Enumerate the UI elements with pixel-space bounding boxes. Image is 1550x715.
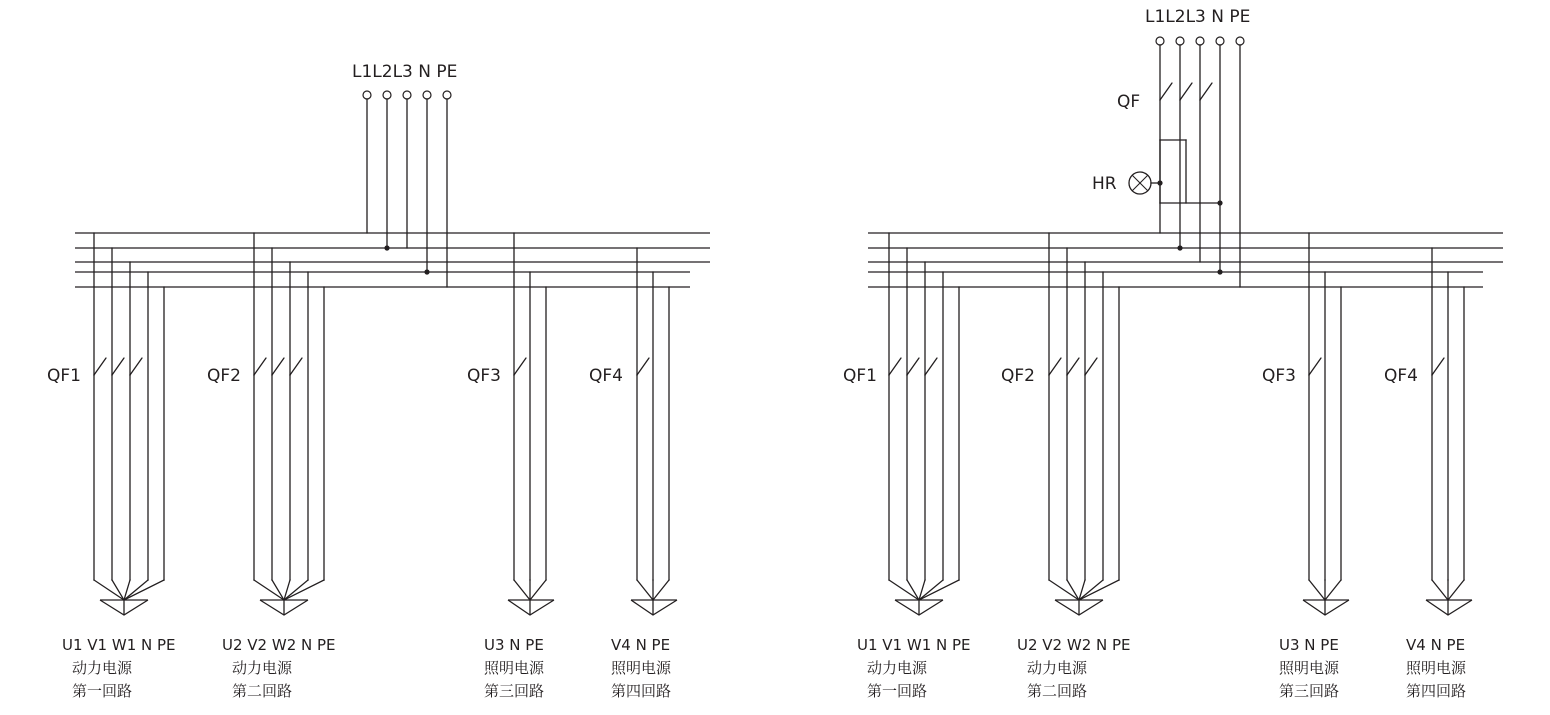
output-desc2-left-2: 第二回路 — [232, 682, 293, 700]
output-desc1-left-2: 动力电源 — [232, 659, 293, 677]
output-desc2-left-3: 第三回路 — [484, 682, 545, 700]
busbars-left — [75, 233, 710, 287]
output-desc1-left-4: 照明电源 — [611, 659, 672, 677]
breaker-label-qf1-right: QF1 — [843, 366, 877, 386]
cable-gland-left-4 — [631, 600, 677, 615]
breaker-label-qf3-right: QF3 — [1262, 366, 1296, 386]
output-desc1-right-3: 照明电源 — [1279, 659, 1340, 677]
output-terminals-left-1: U1 V1 W1 N PE — [62, 636, 176, 654]
output-terminals-right-1: U1 V1 W1 N PE — [857, 636, 971, 654]
breaker-qf4-right[interactable] — [1432, 358, 1444, 375]
output-desc2-right-2: 第二回路 — [1027, 682, 1088, 700]
output-terminals-left-3: U3 N PE — [484, 636, 544, 654]
output-desc2-right-4: 第四回路 — [1406, 682, 1467, 700]
breaker-label-qf1-left: QF1 — [47, 366, 81, 386]
output-desc2-right-1: 第一回路 — [867, 682, 928, 700]
output-desc1-right-2: 动力电源 — [1027, 659, 1088, 677]
output-terminals-right-2: U2 V2 W2 N PE — [1017, 636, 1131, 654]
output-desc1-right-1: 动力电源 — [867, 659, 928, 677]
output-desc1-left-1: 动力电源 — [72, 659, 133, 677]
circuit-right-1 — [843, 233, 971, 700]
incoming-terminals-left — [363, 91, 451, 99]
circuit-right-2 — [1001, 233, 1131, 700]
breaker-label-qf2-right: QF2 — [1001, 366, 1035, 386]
indicator-lamp-hr-right — [1129, 140, 1223, 206]
cable-gland-left-2 — [260, 600, 308, 615]
busbars-right — [868, 233, 1503, 287]
breaker-label-qf3-left: QF3 — [467, 366, 501, 386]
circuit-left-1 — [47, 233, 176, 700]
breaker-label-qf4-right: QF4 — [1384, 366, 1418, 386]
panel-right — [843, 7, 1503, 700]
cable-gland-right-4 — [1426, 600, 1472, 615]
incoming-drops-left — [367, 99, 447, 287]
breaker-qf3-right[interactable] — [1309, 358, 1321, 375]
cable-gland-left-3 — [508, 600, 554, 615]
output-desc2-left-4: 第四回路 — [611, 682, 672, 700]
output-terminals-left-2: U2 V2 W2 N PE — [222, 636, 336, 654]
incoming-supply-label-left: L1L2L3 N PE — [352, 62, 458, 82]
circuit-right-4 — [1384, 248, 1472, 700]
breaker-qf2-right[interactable] — [1049, 358, 1097, 375]
breaker-label-qf2-left: QF2 — [207, 366, 241, 386]
panel-left — [47, 62, 710, 700]
breaker-qf1-right[interactable] — [889, 358, 937, 375]
output-desc2-left-1: 第一回路 — [72, 682, 133, 700]
indicator-label-hr-right: HR — [1092, 174, 1117, 194]
main-breaker-label-right: QF — [1117, 92, 1141, 112]
breaker-qf3-left[interactable] — [514, 358, 526, 375]
incoming-supply-label-right: L1L2L3 N PE — [1145, 7, 1251, 27]
main-breaker-drops-right — [1160, 100, 1200, 262]
output-desc2-right-3: 第三回路 — [1279, 682, 1340, 700]
cable-gland-right-3 — [1303, 600, 1349, 615]
circuit-left-2 — [207, 233, 336, 700]
output-terminals-right-4: V4 N PE — [1406, 636, 1466, 654]
circuit-left-4 — [589, 248, 677, 700]
breaker-label-qf4-left: QF4 — [589, 366, 623, 386]
circuit-right-3 — [1262, 233, 1349, 700]
output-terminals-right-3: U3 N PE — [1279, 636, 1339, 654]
main-breaker-qf-right[interactable] — [1160, 83, 1212, 100]
breaker-qf1-left[interactable] — [94, 358, 142, 375]
incoming-junctions-left — [384, 245, 429, 274]
output-terminals-left-4: V4 N PE — [611, 636, 671, 654]
breaker-qf2-left[interactable] — [254, 358, 302, 375]
incoming-terminals-right — [1156, 37, 1244, 45]
output-desc1-right-4: 照明电源 — [1406, 659, 1467, 677]
cable-gland-left-1 — [100, 600, 148, 615]
breaker-qf4-left[interactable] — [637, 358, 649, 375]
output-desc1-left-3: 照明电源 — [484, 659, 545, 677]
cable-gland-right-2 — [1055, 600, 1103, 615]
cable-gland-right-1 — [895, 600, 943, 615]
circuit-left-3 — [467, 233, 554, 700]
